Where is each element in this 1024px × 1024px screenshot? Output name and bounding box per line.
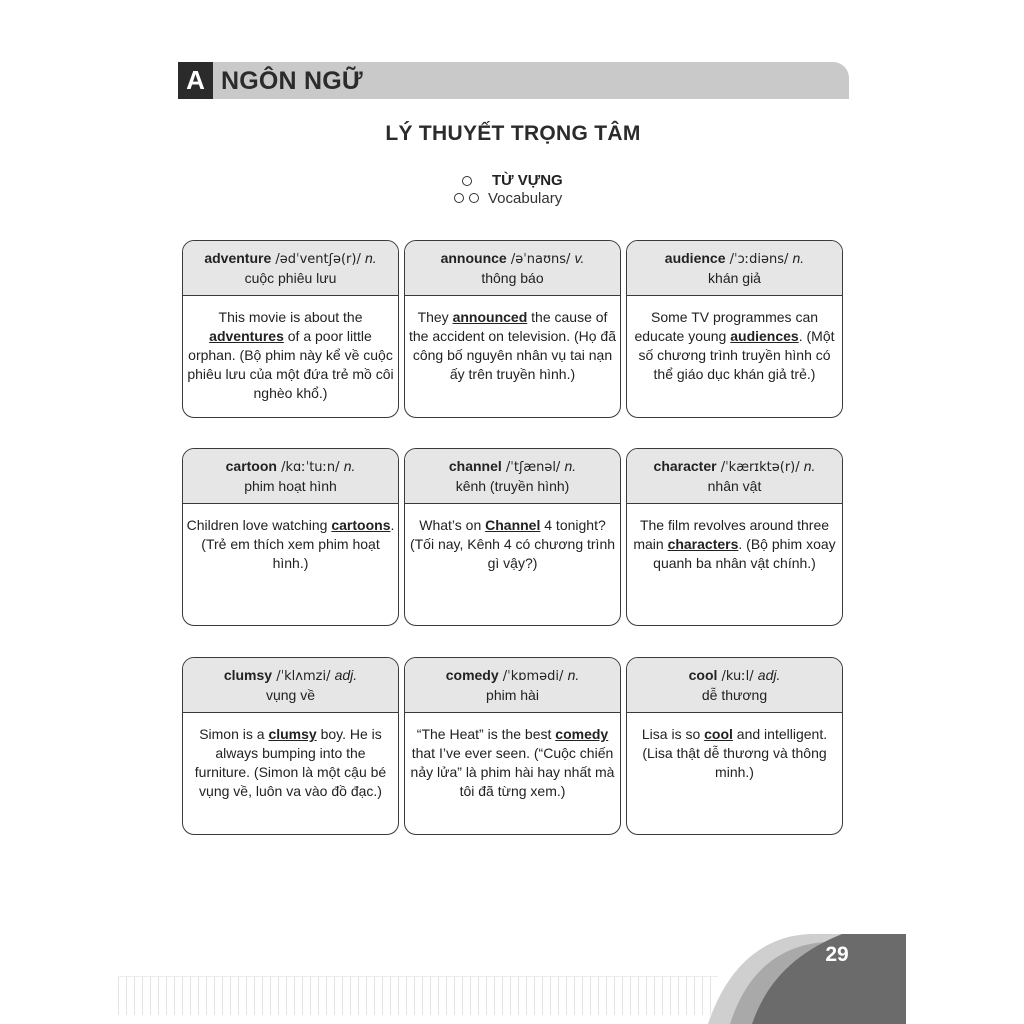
vocab-highlight: cartoons — [331, 517, 391, 533]
vocab-meaning: khán giả — [708, 270, 761, 286]
vocab-card-header — [405, 658, 620, 713]
vocab-example: This movie is about the adventures of a poor little orphan. (Bộ phim này kể về cuộc phiêu lưu của một đứa trẻ mồ côi nghèo khổ.) — [187, 309, 394, 401]
vocab-example: The film revolves around three main characters. (Bộ phim xoay quanh ba nhân vật chính.) — [633, 517, 836, 571]
sub-heading — [452, 172, 652, 212]
page-number: 29 — [825, 943, 849, 966]
vocab-meaning: cuộc phiêu lưu — [244, 270, 337, 286]
vocab-word: clumsy — [223, 667, 273, 683]
vocab-word: announce — [440, 250, 507, 266]
vocab-word: channel — [448, 458, 502, 474]
vocab-example: Simon is a clumsy boy. He is always bumping into the furniture. (Simon là một cậu bé vụng về, luôn va vào đồ đạc.) — [194, 726, 387, 799]
vocab-example: “The Heat” is the best comedy that I’ve ever seen. (“Cuộc chiến nảy lửa” là phim hài hay nhất mà tôi đã từng xem.) — [410, 726, 615, 799]
vocab-pronunciation: /əˈnaʊns/ — [506, 252, 575, 267]
vocabulary-subheading: Vocabulary — [488, 190, 563, 207]
vocab-part-of-speech: v. — [574, 250, 585, 266]
vocab-term-line — [405, 666, 620, 686]
vocab-card-header — [627, 658, 842, 713]
vocab-term-line — [183, 666, 398, 686]
main-title: LÝ THUYẾT TRỌNG TÂM — [385, 122, 641, 145]
vocab-part-of-speech: n. — [567, 667, 580, 683]
vocab-pronunciation: /kuːl/ — [717, 669, 758, 684]
page-corner-decoration — [690, 930, 906, 1024]
vocab-card — [404, 657, 621, 835]
vocab-card — [626, 657, 843, 835]
vocab-highlight: Channel — [485, 517, 541, 533]
vocab-meaning: phim hoạt hình — [244, 478, 337, 494]
vocab-term-line — [627, 457, 842, 477]
vocab-meaning: vụng về — [265, 687, 316, 703]
vocab-meaning: nhân vật — [707, 478, 762, 494]
vocab-highlight: adventures — [209, 328, 284, 344]
vocab-card — [404, 448, 621, 626]
section-title: NGÔN NGỮ — [221, 67, 363, 95]
vocab-word: cool — [688, 667, 718, 683]
vocab-pronunciation: /kɑːˈtuːn/ — [276, 460, 344, 475]
vocab-card-header — [627, 449, 842, 504]
vocab-word: comedy — [445, 667, 499, 683]
vocab-meaning: thông báo — [481, 270, 544, 286]
vocab-meaning: dễ thương — [701, 687, 768, 703]
vocab-term-line — [405, 249, 620, 269]
vocab-pronunciation: /ˈkærɪktə(r)/ — [716, 460, 804, 475]
vocab-pronunciation: /ˈklʌmzi/ — [272, 669, 335, 684]
vocab-term-line — [183, 457, 398, 477]
vocab-card-header — [405, 449, 620, 504]
vocab-meaning: phim hài — [486, 687, 539, 703]
vocab-card — [182, 657, 399, 835]
vocab-card — [182, 448, 399, 626]
vocab-highlight: characters — [667, 536, 739, 552]
vocab-example: Children love watching cartoons. (Trẻ em thích xem phim hoạt hình.) — [186, 517, 395, 571]
vocab-card-header — [183, 658, 398, 713]
vocab-part-of-speech: n. — [343, 458, 356, 474]
vocab-highlight: cool — [704, 726, 733, 742]
vocab-pronunciation: /ˈtʃænəl/ — [501, 460, 565, 475]
vocab-word: character — [653, 458, 717, 474]
vocab-part-of-speech: adj. — [757, 667, 781, 683]
vocab-highlight: clumsy — [268, 726, 317, 742]
vocab-card — [626, 448, 843, 626]
vocab-example: They announced the cause of the accident on television. (Họ đã công bố nguyên nhân vụ tai nạn ấy trên truyền hình.) — [408, 309, 616, 382]
vocab-pronunciation: /ədˈventʃə(r)/ — [271, 252, 365, 267]
footer-lines — [118, 976, 718, 1015]
vocab-highlight: audiences — [730, 328, 799, 344]
vocab-word: audience — [664, 250, 726, 266]
vocab-card — [182, 240, 399, 418]
vocab-highlight: announced — [452, 309, 528, 325]
vocab-card-header — [183, 241, 398, 296]
circle-icon — [454, 193, 464, 203]
vocab-meaning: kênh (truyền hình) — [455, 478, 570, 494]
vocab-term-line — [183, 249, 398, 269]
vocab-word: adventure — [204, 250, 272, 266]
vocab-card — [626, 240, 843, 418]
vocab-card — [404, 240, 621, 418]
vocab-part-of-speech: n. — [564, 458, 577, 474]
vocab-part-of-speech: adj. — [334, 667, 358, 683]
vocab-part-of-speech: n. — [364, 250, 377, 266]
vocab-part-of-speech: n. — [792, 250, 805, 266]
vocab-term-line — [405, 457, 620, 477]
vocabulary-heading: TỪ VỰNG — [492, 172, 563, 189]
vocab-card-header — [405, 241, 620, 296]
vocab-term-line — [627, 249, 842, 269]
vocab-part-of-speech: n. — [803, 458, 816, 474]
circle-icon — [469, 193, 479, 203]
vocab-term-line — [627, 666, 842, 686]
vocab-example: Lisa is so cool and intelligent. (Lisa thật dễ thương và thông minh.) — [641, 726, 828, 780]
vocab-word: cartoon — [225, 458, 277, 474]
circle-icon — [462, 176, 472, 186]
section-letter: A — [178, 62, 213, 99]
vocab-card-header — [627, 241, 842, 296]
vocab-pronunciation: /ˈkɒmədi/ — [498, 669, 568, 684]
vocab-highlight: comedy — [555, 726, 609, 742]
vocab-example: What’s on Channel 4 tonight? (Tối nay, Kênh 4 có chương trình gì vậy?) — [409, 517, 616, 571]
vocab-card-header — [183, 449, 398, 504]
vocab-example: Some TV programmes can educate young audiences. (Một số chương trình truyền hình có thể giáo dục khán giả trẻ.) — [634, 309, 835, 382]
vocab-pronunciation: /ˈɔːdiəns/ — [725, 252, 793, 267]
